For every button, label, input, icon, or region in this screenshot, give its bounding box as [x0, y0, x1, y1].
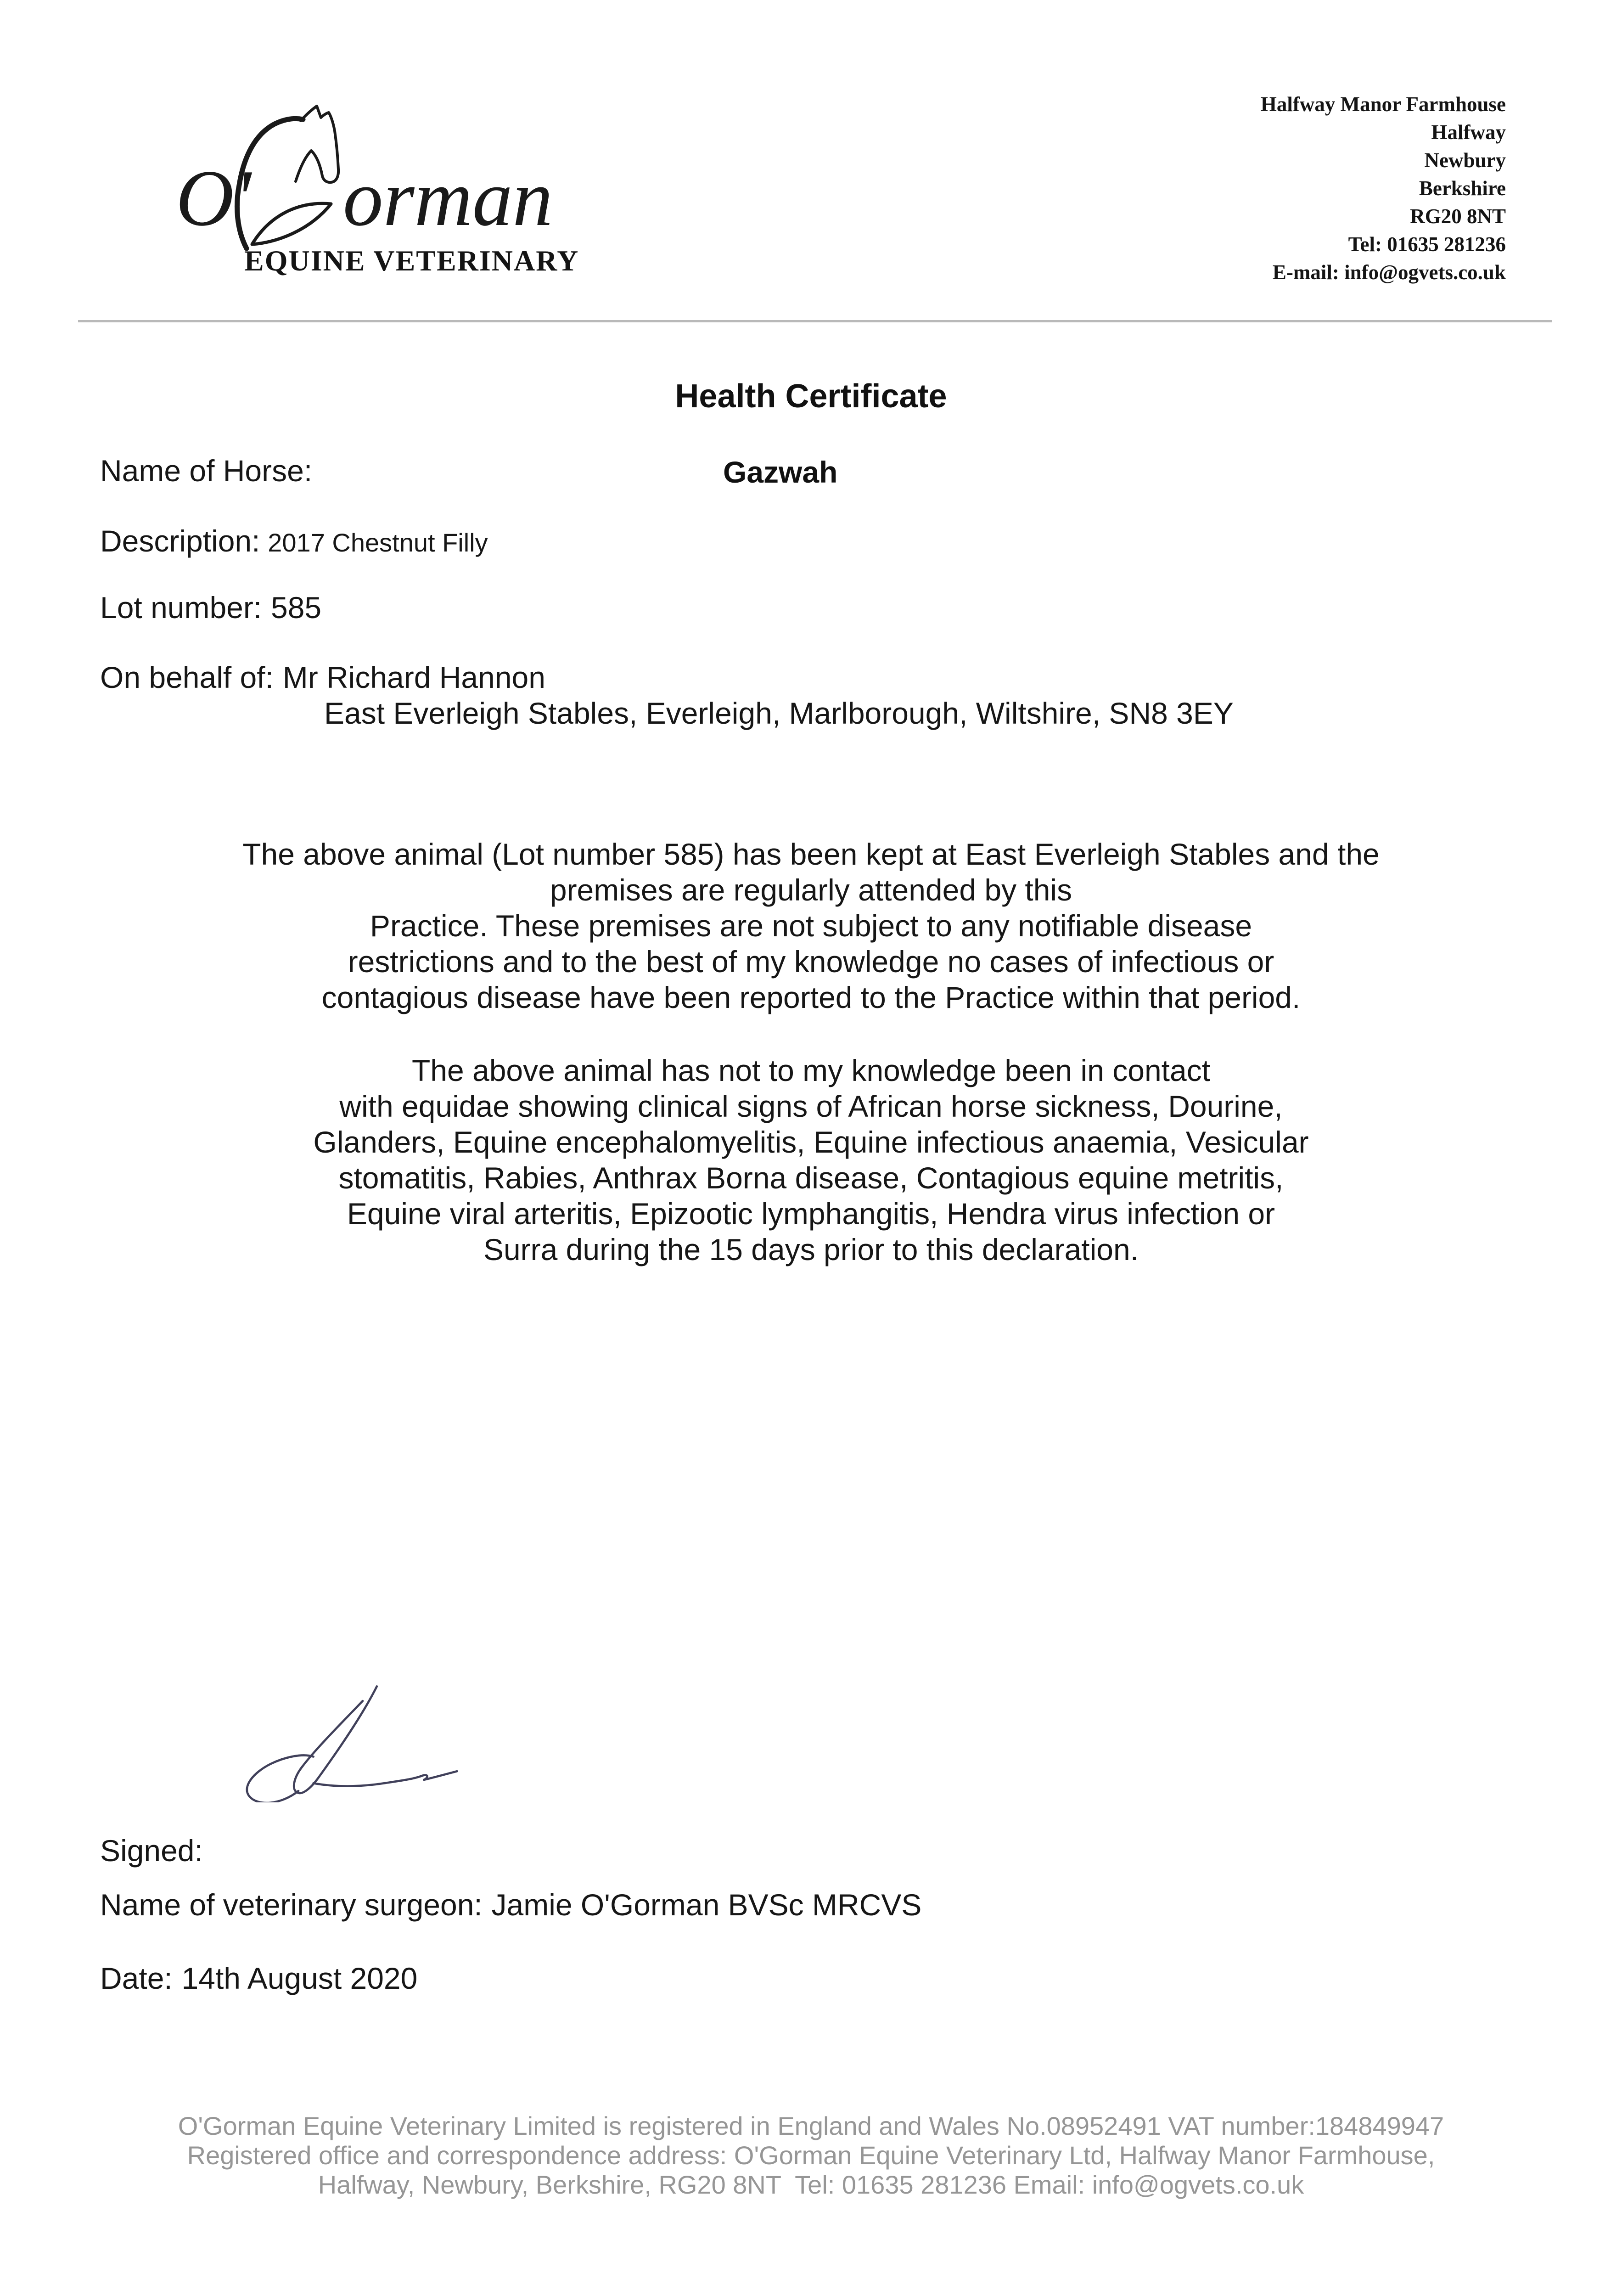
lot-number-value: 585 — [271, 591, 322, 625]
field-row-description — [100, 526, 488, 558]
paragraph-line: contagious disease have been reported to the Practice within that period. — [321, 980, 1301, 1014]
paragraph-line: The above animal (Lot number 585) has been kept at East Everleigh Stables and the — [242, 837, 1380, 871]
on-behalf-of-label: On behalf of: — [100, 660, 274, 694]
address-line: E-mail: info@ogvets.co.uk — [1272, 261, 1506, 284]
paragraph-line: premises are regularly attended by this — [550, 873, 1072, 907]
paragraph-line: Equine viral arteritis, Epizootic lymphangitis, Hendra virus infection or — [347, 1197, 1275, 1231]
paragraph-line: Glanders, Equine encephalomyelitis, Equine infectious anaemia, Vesicular — [313, 1125, 1309, 1159]
vet-row — [100, 1890, 921, 1920]
date-label: Date: — [100, 1961, 173, 1995]
field-row-behalf — [100, 662, 545, 692]
signed-label: Signed: — [100, 1834, 203, 1868]
paragraph-line: with equidae showing clinical signs of African horse sickness, Dourine, — [339, 1089, 1283, 1123]
address-line: Berkshire — [1419, 177, 1506, 200]
date-value: 14th August 2020 — [181, 1961, 418, 1995]
logo — [176, 153, 635, 277]
practice-address — [1261, 90, 1506, 287]
registration-footer — [0, 2111, 1622, 2200]
signature-image — [234, 1678, 491, 1802]
logo-text-prefix: O' — [176, 153, 251, 242]
description-label: Description: — [100, 524, 260, 558]
paragraph-line: The above animal has not to my knowledge been in contact — [411, 1053, 1211, 1087]
logo-text-suffix: orman — [343, 153, 553, 242]
footer-line: O'Gorman Equine Veterinary Limited is registered in England and Wales No.08952491 VAT number:184849947 — [178, 2111, 1444, 2140]
address-line: RG20 8NT — [1410, 205, 1506, 228]
on-behalf-of-value: Mr Richard Hannon — [282, 660, 545, 694]
paragraph-line: Surra during the 15 days prior to this declaration. — [483, 1232, 1139, 1266]
field-row-name — [100, 456, 312, 486]
horse-name-value: Gazwah — [723, 455, 838, 489]
header-divider — [78, 320, 1552, 322]
certificate-title: Health Certificate — [675, 378, 947, 415]
lot-number-label: Lot number: — [100, 591, 262, 625]
footer-line: Halfway, Newbury, Berkshire, RG20 8NT Tel: 01635 281236 Email: info@ogvets.co.uk — [318, 2170, 1304, 2199]
vet-surgeon-label: Name of veterinary surgeon: — [100, 1888, 483, 1922]
description-value: 2017 Chestnut Filly — [268, 528, 488, 557]
vet-surgeon-value: Jamie O'Gorman BVSc MRCVS — [491, 1888, 922, 1922]
field-row-lot — [100, 592, 321, 623]
date-row — [100, 1963, 417, 1993]
horse-head-icon — [220, 104, 349, 253]
signed-row — [100, 1835, 203, 1866]
paragraph-line: restrictions and to the best of my knowledge no cases of infectious or — [348, 945, 1274, 979]
address-line: Halfway Manor Farmhouse — [1260, 93, 1506, 116]
paragraph-line: stomatitis, Rabies, Anthrax Borna disease, Contagious equine metritis, — [338, 1161, 1284, 1195]
footer-line: Registered office and correspondence address: O'Gorman Equine Veterinary Ltd, Halfway Manor Farmhouse, — [187, 2141, 1435, 2170]
declaration-paragraph-2 — [0, 1052, 1622, 1267]
logo-subtitle: EQUINE VETERINARY — [244, 244, 579, 277]
address-line: Tel: 01635 281236 — [1348, 233, 1506, 256]
declaration-paragraph-1 — [0, 836, 1622, 1015]
paragraph-line: Practice. These premises are not subject to any notifiable disease — [370, 909, 1252, 943]
address-line: Halfway — [1431, 121, 1506, 144]
owner-address-line: East Everleigh Stables, Everleigh, Marlborough, Wiltshire, SN8 3EY — [324, 696, 1234, 730]
address-line: Newbury — [1424, 149, 1506, 172]
name-of-horse-label: Name of Horse: — [100, 454, 313, 488]
